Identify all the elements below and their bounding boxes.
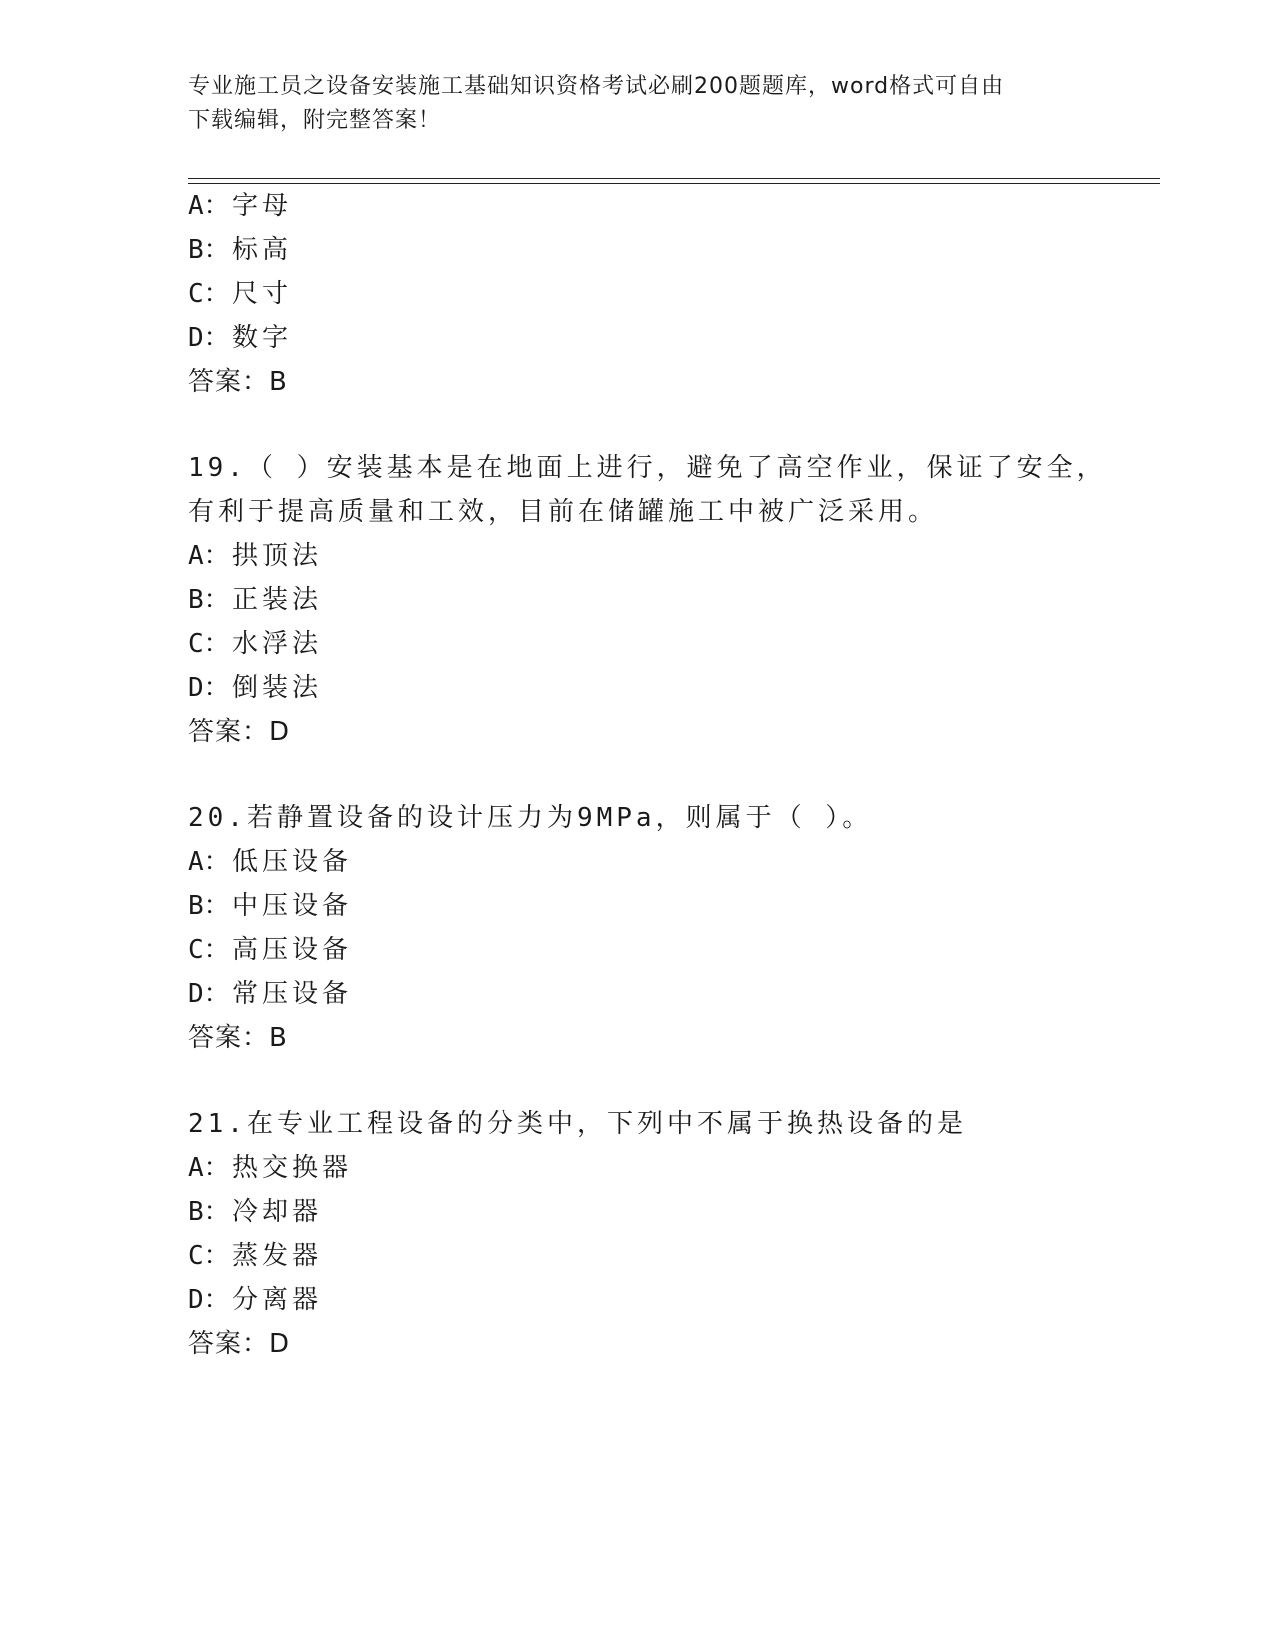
q20-option-d-key: D： <box>188 979 230 1009</box>
q19-option-d <box>188 672 322 704</box>
q19-answer: 答案：D <box>188 717 291 747</box>
q18-option-b <box>188 234 292 266</box>
q20-option-a-text: 低压设备 <box>232 847 353 877</box>
header-divider-bottom <box>188 183 1160 184</box>
q19-option-b-key: B： <box>188 585 230 615</box>
q20-answer: 答案：B <box>188 1023 288 1053</box>
header-line-1: 专业施工员之设备安装施工基础知识资格考试必刷200题题库，word格式可自由 <box>188 74 1005 99</box>
q18-option-b-key: B： <box>188 235 230 265</box>
q20-option-a <box>188 846 352 878</box>
q21-stem: 21.在专业工程设备的分类中，下列中不属于换热设备的是 <box>188 1109 967 1139</box>
q21-option-d-text: 分离器 <box>232 1285 323 1315</box>
q18-option-d <box>188 322 292 354</box>
q19-option-c-key: C： <box>188 629 230 659</box>
q21-option-a <box>188 1152 352 1184</box>
q20-option-c-text: 高压设备 <box>232 935 353 965</box>
q20-stem: 20.若静置设备的设计压力为9MPa，则属于（ ）。 <box>188 803 873 833</box>
q19-option-b <box>188 584 322 616</box>
q21-option-b <box>188 1196 322 1228</box>
q19-option-c <box>188 628 322 660</box>
q20-option-c-key: C： <box>188 935 230 965</box>
q18-option-c <box>188 278 292 310</box>
q20-option-b-text: 中压设备 <box>232 891 353 921</box>
q20-option-c <box>188 934 352 966</box>
q18-option-c-key: C： <box>188 279 230 309</box>
q21-answer: 答案：D <box>188 1329 291 1359</box>
q21-option-a-text: 热交换器 <box>232 1153 353 1183</box>
q20-option-a-key: A： <box>188 847 230 877</box>
q18-option-d-key: D： <box>188 323 230 353</box>
q20-option-d-text: 常压设备 <box>232 979 353 1009</box>
q18-option-c-text: 尺寸 <box>232 279 293 309</box>
q19-option-a <box>188 540 322 572</box>
header-line-2: 下载编辑，附完整答案！ <box>188 108 442 133</box>
q21-option-d <box>188 1284 322 1316</box>
q18-option-a <box>188 190 292 222</box>
q18-option-a-key: A： <box>188 191 230 221</box>
q21-option-a-key: A： <box>188 1153 230 1183</box>
q19-option-a-key: A： <box>188 541 230 571</box>
q19-option-a-text: 拱顶法 <box>232 541 323 571</box>
q21-option-c-key: C： <box>188 1241 230 1271</box>
q19-option-d-text: 倒装法 <box>232 673 323 703</box>
q18-option-d-text: 数字 <box>232 323 293 353</box>
q19-option-b-text: 正装法 <box>232 585 323 615</box>
document-header <box>188 70 1088 138</box>
q21-option-d-key: D： <box>188 1285 230 1315</box>
q20-option-b-key: B： <box>188 891 230 921</box>
q19-option-c-text: 水浮法 <box>232 629 323 659</box>
q18-option-a-text: 字母 <box>232 191 293 221</box>
q19-stem-line-2: 有利于提高质量和工效，目前在储罐施工中被广泛采用。 <box>188 497 939 527</box>
q21-option-c <box>188 1240 322 1272</box>
q21-option-b-key: B： <box>188 1197 230 1227</box>
q21-option-b-text: 冷却器 <box>232 1197 323 1227</box>
header-divider-top <box>188 178 1160 179</box>
q21-option-c-text: 蒸发器 <box>232 1241 323 1271</box>
q18-option-b-text: 标高 <box>232 235 293 265</box>
q20-option-b <box>188 890 352 922</box>
q18-answer: 答案：B <box>188 367 288 397</box>
q20-option-d <box>188 978 352 1010</box>
q19-stem-line-1: 19.（ ）安装基本是在地面上进行，避免了高空作业，保证了安全， <box>188 453 1107 483</box>
q19-option-d-key: D： <box>188 673 230 703</box>
